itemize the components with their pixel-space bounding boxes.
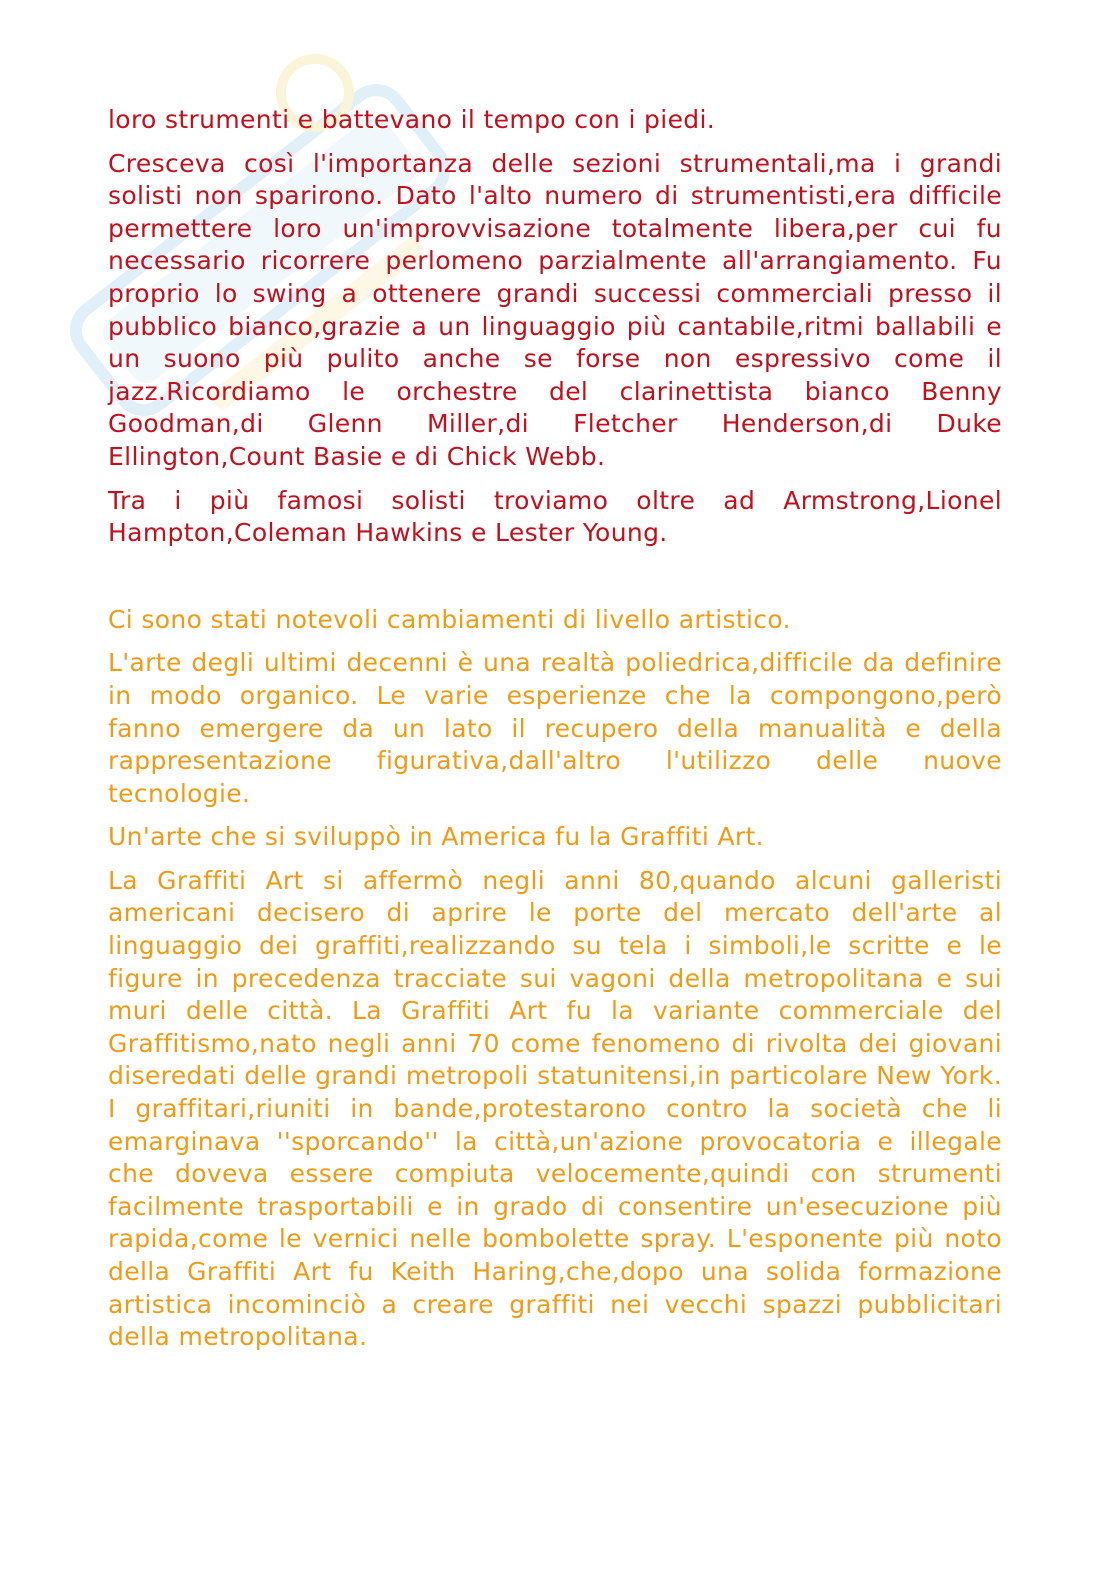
section-spacer — [108, 561, 1002, 604]
paragraph-art-3: Un'arte che si sviluppò in America fu la Graffiti Art. — [108, 822, 764, 852]
paragraph-art-1: Ci sono stati notevoli cambiamenti di livello artistico. — [108, 604, 791, 634]
paragraph-music-2: Cresceva così l'importanza delle sezioni strumentali,ma i grandi solisti non sparirono. Dato l'alto numero di strumentisti,era difficile permettere loro un'improvvisazione totalmente libera,per cui fu necessario ricorrere perlomeno parzialmente all'arrangiamento. Fu proprio lo swing a ottenere grandi successi commerciali presso il pubblico bianco,grazie a un linguaggio più cantabile,ritmi ballabili e un suono più pulito anche se forse non espressivo come il jazz.Ricordiamo le orchestre del clarinettista bianco Benny Goodman,di Glenn Miller,di Fletcher Henderson,di Duke Ellington,Count Basie e di Chick Webb. — [108, 148, 1002, 471]
paragraph-art-2: L'arte degli ultimi decenni è una realtà poliedrica,difficile da definire in modo organico. Le varie esperienze che la compongono,però fanno emergere da un lato il recupero della manualità e della rappresentazione figurativa,dall'altro l'utilizzo delle nuove tecnologie. — [108, 648, 1002, 808]
paragraph-art-4: La Graffiti Art si affermò negli anni 80,quando alcuni galleristi americani decisero di aprire le porte del mercato dell'arte al linguaggio dei graffiti,realizzando su tela i simboli,le scritte e le figure in precedenza tracciate sui vagoni della metropolitana e sui muri delle città. La Graffiti Art fu la variante commerciale del Graffitismo,nato negli anni 70 come fenomeno di rivolta dei giovani diseredati delle grandi metropoli statunitensi,in particolare New York. I graffitari,riuniti in bande,protestarono contro la società che li emarginava ''sporcando'' la città,un'azione provocatoria e illegale che doveva essere compiuta velocemente,quindi con strumenti facilmente trasportabili e in grado di consentire un'esecuzione più rapida,come le vernici nelle bombolette spray. L'esponente più noto della Graffiti Art fu Keith Haring,che,dopo una solida formazione artistica incominciò a creare graffiti nei vecchi spazzi pubblicitari della metropolitana. — [108, 865, 1002, 1352]
art-section — [108, 604, 1002, 1354]
paragraph-music-3: Tra i più famosi solisti troviamo oltre ad Armstrong,Lionel Hampton,Coleman Hawkins e Lester Young. — [108, 485, 1002, 548]
document-body — [108, 104, 1002, 1365]
paragraph-music-1: loro strumenti e battevano il tempo con i piedi. — [108, 105, 716, 134]
jazz-swing-section — [108, 104, 1002, 550]
